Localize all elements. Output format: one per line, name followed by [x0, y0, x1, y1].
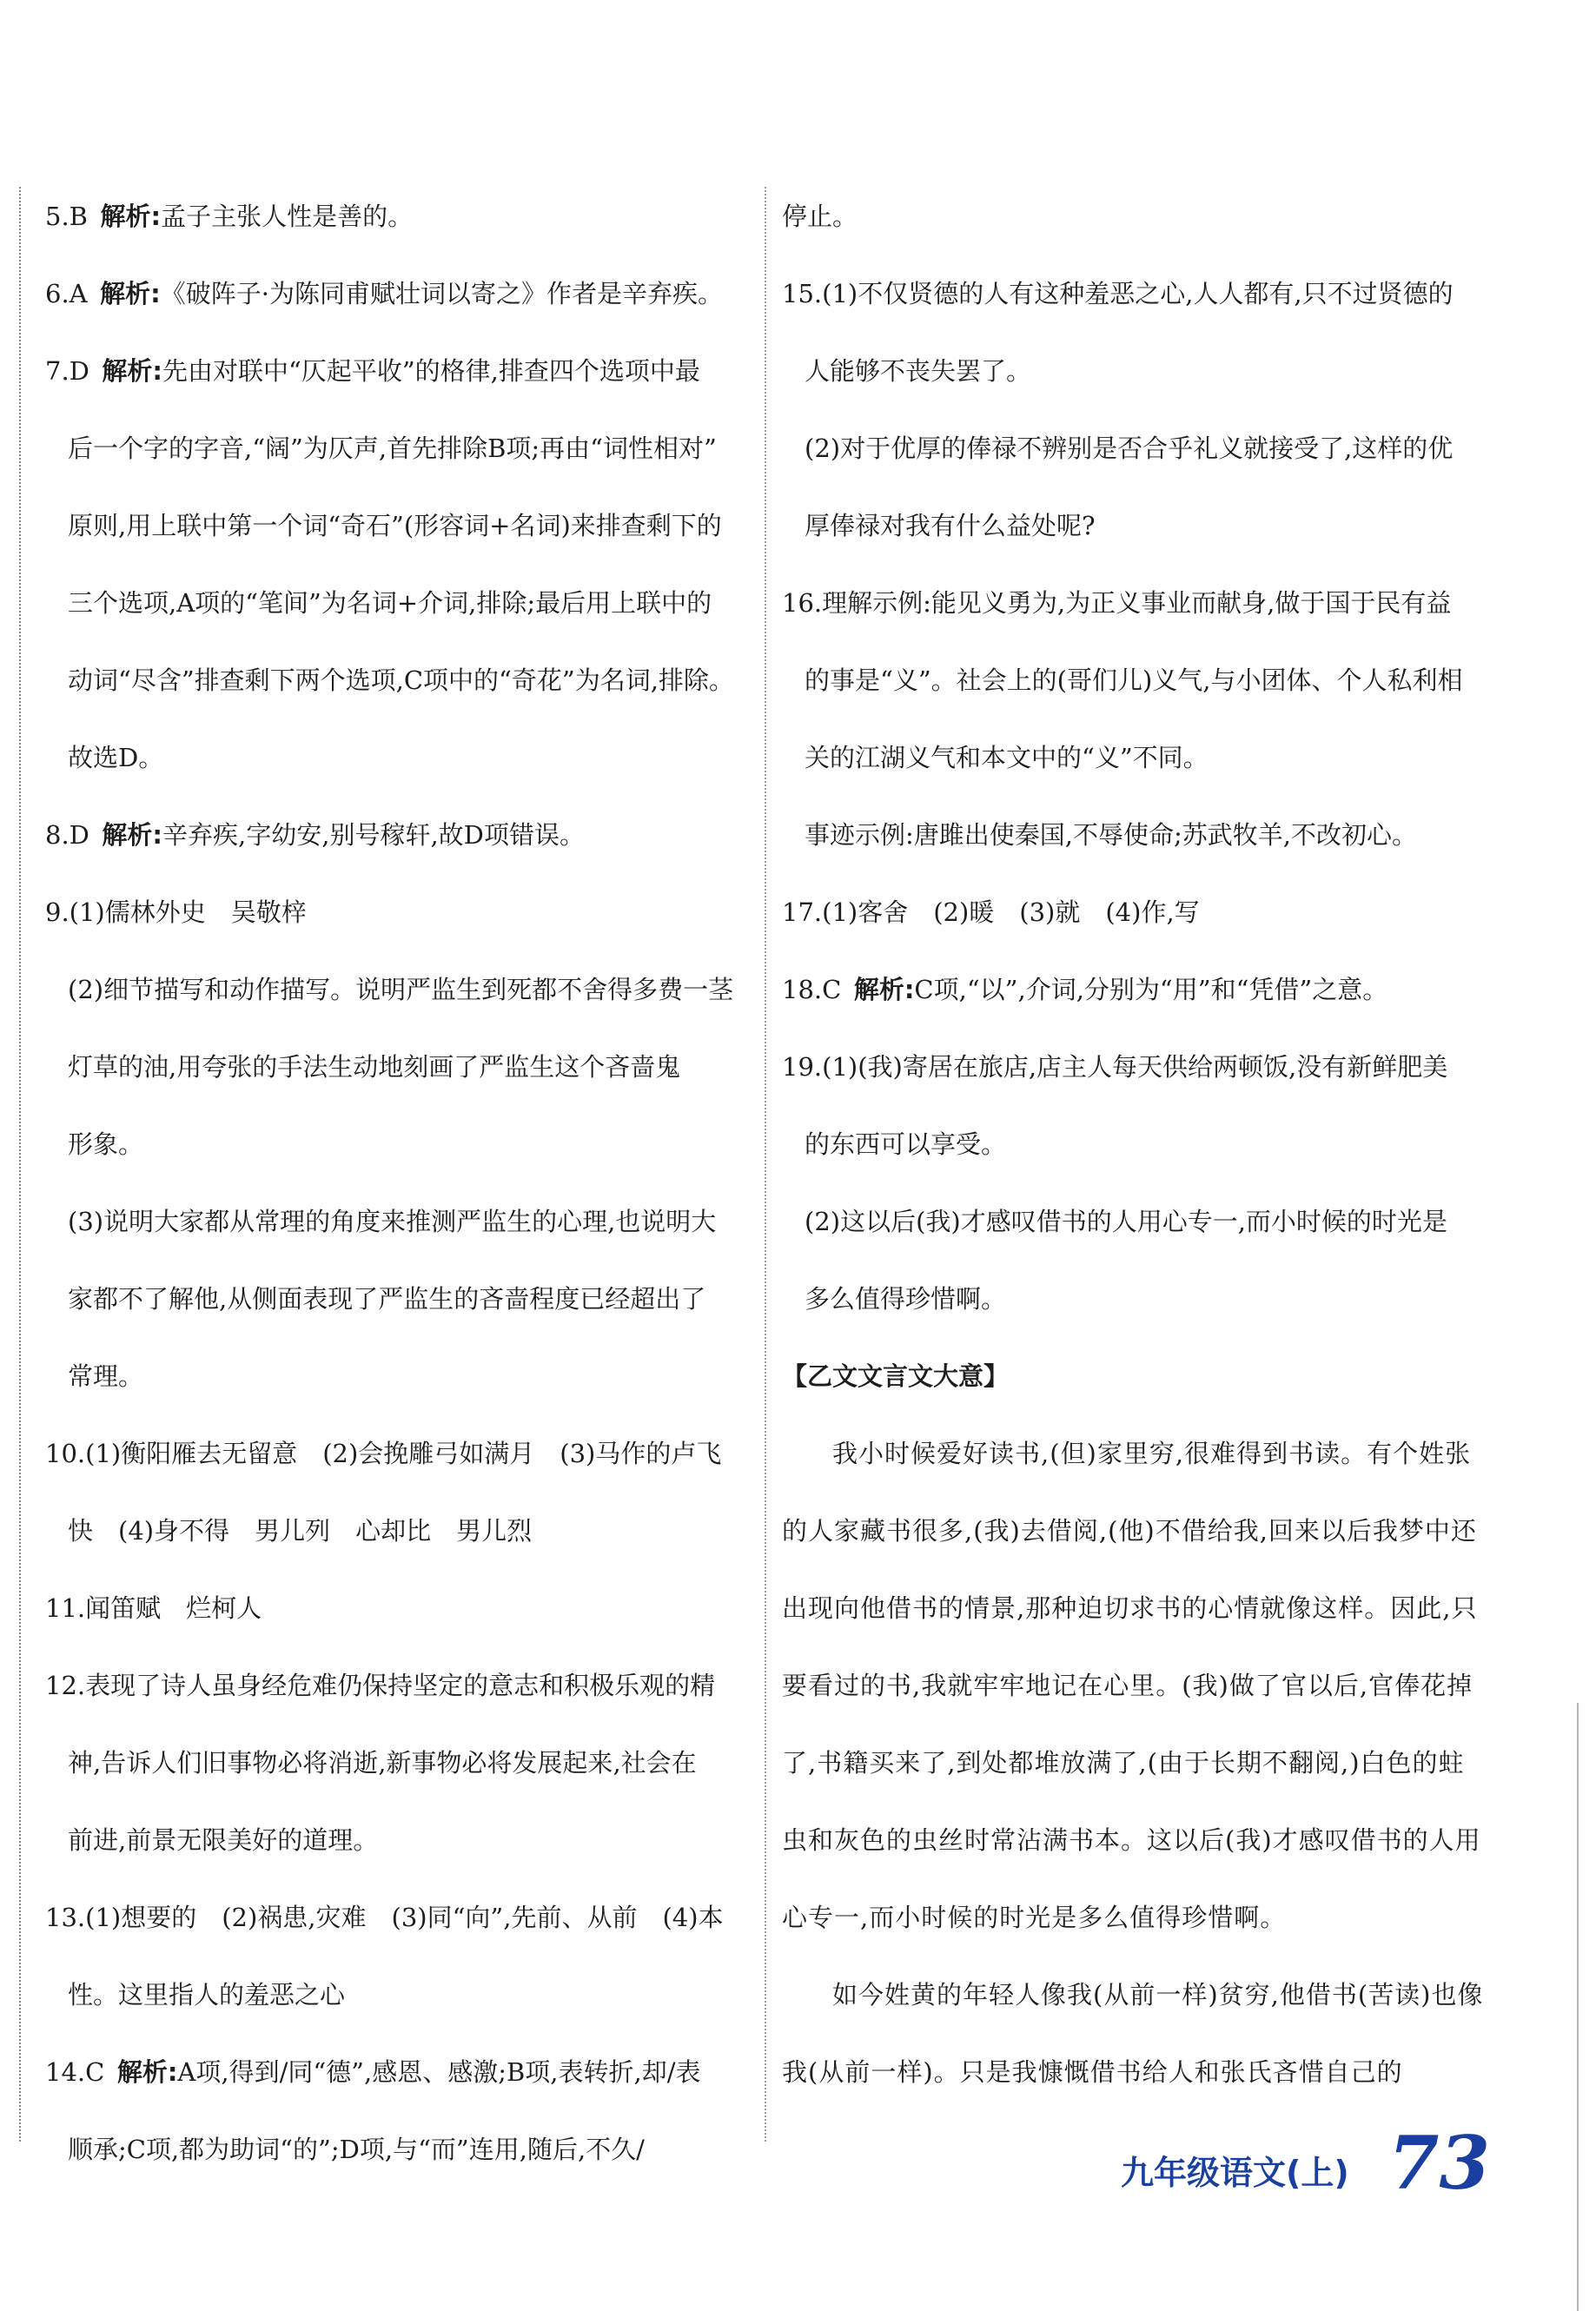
answer-item: [45, 1879, 749, 2034]
question-number: 11.: [45, 1593, 86, 1623]
answer-line: [45, 797, 749, 874]
question-number: 8.D: [45, 820, 89, 850]
answer-text: 孟子主张人性是善的。: [161, 202, 414, 231]
answer-line: [45, 719, 749, 797]
answer-item: [782, 178, 1490, 255]
answer-text: (2)对于优厚的俸禄不辨别是否合乎礼义就接受了,这样的优: [805, 434, 1454, 463]
answer-line: [782, 1029, 1490, 1106]
analysis-label: 解析:: [100, 202, 162, 231]
question-number: 19.: [782, 1052, 823, 1082]
question-number: 7.D: [45, 356, 89, 386]
answer-text: (2)细节描写和动作描写。说明严监生到死都不舍得多费一茎: [68, 975, 734, 1004]
answer-text: A项,得到/同“德”,感恩、感激;B项,表转折,却/表: [177, 2057, 701, 2087]
answer-item: [782, 1029, 1490, 1338]
answer-line: [45, 410, 749, 487]
answer-line: [45, 1183, 749, 1261]
answer-item: [45, 333, 749, 797]
question-number: 12.: [45, 1671, 86, 1700]
answer-line: [782, 178, 1490, 255]
translation-heading: 【乙文文言文大意】: [782, 1361, 1010, 1391]
answer-text: 闻笛赋 烂柯人: [85, 1593, 262, 1623]
answer-text: (1)(我)寄居在旅店,店主人每天供给两顿饭,没有新鲜肥美: [822, 1052, 1448, 1082]
analysis-label: 解析:: [102, 820, 163, 850]
answer-text: 的东西可以享受。: [805, 1129, 1007, 1159]
answer-text: C项,“以”,介词,分别为“用”和“凭借”之意。: [914, 975, 1388, 1004]
answer-line: [782, 719, 1490, 797]
question-number: 5.B: [45, 202, 88, 231]
answer-line: [45, 1415, 749, 1493]
translation-paragraph: 我小时候爱好读书,(但)家里穷,很难得到书读。有个姓张的人家藏书很多,(我)去借阅,(他)不借给我,回来以后我梦中还出现向他借书的情景,那种迫切求书的心情就像这样。因此,只要看过的书,我就牢牢地记在心里。(我)做了官以后,官俸花掉了,书籍买来了,到处都堆放满了,(由于长期不翻阅,)白色的蛀虫和灰色的虫丝时常沾满书本。这以后(我)才感叹借书的人用心专一,而小时候的时光是多么值得珍惜啊。: [782, 1439, 1481, 1932]
answer-line: [45, 1802, 749, 1879]
analysis-label: 解析:: [853, 975, 915, 1004]
answer-line: [45, 565, 749, 642]
answer-text: 先由对联中“仄起平收”的格律,排查四个选项中最: [162, 356, 700, 386]
translation-paragraph: 如今姓黄的年轻人像我(从前一样)贫穷,他借书(苦读)也像我(从前一样)。只是我慷慨借书给人和张氏吝惜自己的: [782, 1980, 1484, 2087]
answer-item: [782, 255, 1490, 565]
answer-line: [45, 642, 749, 719]
left-binding-line: [19, 187, 21, 2142]
answer-text: 快 (4)身不得 男儿列 心却比 男儿烈: [68, 1516, 533, 1546]
right-answer-column: [782, 178, 1490, 2111]
answer-line: [45, 2034, 749, 2111]
answer-text: (1)客舍 (2)暖 (3)就 (4)作,写: [822, 897, 1200, 927]
answer-text: 多么值得珍惜啊。: [805, 1284, 1007, 1314]
analysis-label: 解析:: [100, 279, 161, 308]
answer-item: [782, 874, 1490, 951]
answer-line: [45, 1647, 749, 1725]
answer-line: [782, 797, 1490, 874]
answer-item: [45, 874, 749, 1415]
answer-item: [45, 255, 749, 333]
answer-text: 形象。: [68, 1129, 144, 1159]
answer-text: (3)说明大家都从常理的角度来推测严监生的心理,也说明大: [68, 1207, 717, 1236]
right-edge-line: [1577, 1703, 1579, 2311]
book-title: 九年级语文(上): [1121, 2154, 1349, 2192]
answer-text: 性。这里指人的羞恶之心: [68, 1980, 346, 2010]
column-divider: [765, 187, 766, 2142]
answer-line: [45, 1493, 749, 1570]
answer-text: (2)这以后(我)才感叹借书的人用心专一,而小时候的时光是: [805, 1207, 1447, 1236]
answer-line: [782, 565, 1490, 642]
answer-line: [782, 1183, 1490, 1261]
answer-text: 前进,前景无限美好的道理。: [68, 1825, 379, 1855]
question-number: 10.: [45, 1439, 86, 1468]
answer-text: 家都不了解他,从侧面表现了严监生的吝啬程度已经超出了: [68, 1284, 706, 1314]
answer-text: 动词“尽含”排查剩下两个选项,C项中的“奇花”为名词,排除。: [68, 665, 734, 695]
answer-line: [782, 874, 1490, 951]
answer-line: [45, 1106, 749, 1183]
answer-line: [782, 951, 1490, 1029]
answer-text: 原则,用上联中第一个词“奇石”(形容词+名词)来排查剩下的: [68, 511, 722, 540]
answer-line: [45, 1029, 749, 1106]
answer-text: (1)衡阳雁去无留意 (2)会挽雕弓如满月 (3)马作的卢飞: [85, 1439, 722, 1468]
answer-line: [45, 1879, 749, 1957]
answer-text: 停止。: [782, 202, 858, 231]
answer-text: 后一个字的字音,“阔”为仄声,首先排除B项;再由“词性相对”: [68, 434, 717, 463]
answer-text: (1)想要的 (2)祸患,灾难 (3)同“向”,先前、从前 (4)本: [85, 1903, 724, 1932]
answer-text: 常理。: [68, 1361, 144, 1391]
answer-line: [45, 1261, 749, 1338]
analysis-label: 解析:: [116, 2057, 178, 2087]
answer-text: 故选D。: [68, 743, 164, 772]
answer-line: [45, 1338, 749, 1415]
answer-line: [782, 487, 1490, 565]
answer-text: 神,告诉人们旧事物必将消逝,新事物必将发展起来,社会在: [68, 1748, 697, 1778]
answer-item: [45, 178, 749, 255]
answer-text: 厚俸禄对我有什么益处呢?: [805, 511, 1096, 540]
answer-text: 关的江湖义气和本文中的“义”不同。: [805, 743, 1209, 772]
answer-line: [782, 1106, 1490, 1183]
answer-line: [782, 410, 1490, 487]
answer-line: [782, 255, 1490, 333]
answer-text: 的事是“义”。社会上的(哥们儿)义气,与小团体、个人私利相: [805, 665, 1463, 695]
answer-text: 辛弃疾,字幼安,别号稼轩,故D项错误。: [162, 820, 585, 850]
question-number: 6.A: [45, 279, 88, 308]
answer-text: 事迹示例:唐雎出使秦国,不辱使命;苏武牧羊,不改初心。: [805, 820, 1417, 850]
answer-line: [45, 1570, 749, 1647]
answer-item: [45, 2034, 749, 2188]
answer-item: [45, 1570, 749, 1647]
page-number: 73: [1388, 2120, 1490, 2206]
answer-text: 顺承;C项,都为助词“的”;D项,与“而”连用,随后,不久/: [68, 2135, 645, 2164]
left-answer-column: [45, 178, 749, 2188]
answer-text: 《破阵子·为陈同甫赋壮词以寄之》作者是辛弃疾。: [160, 279, 723, 308]
answer-item: [45, 797, 749, 874]
question-number: 14.C: [45, 2057, 105, 2087]
answer-line: [782, 642, 1490, 719]
answer-line: [45, 1725, 749, 1802]
answer-line: [45, 874, 749, 951]
question-number: 13.: [45, 1903, 86, 1932]
answer-line: [45, 951, 749, 1029]
answer-item: [45, 1415, 749, 1570]
answer-line: [45, 2111, 749, 2188]
answer-line: [782, 333, 1490, 410]
answer-text: 理解示例:能见义勇为,为正义事业而献身,做于国于民有益: [822, 588, 1452, 618]
question-number: 17.: [782, 897, 823, 927]
question-number: 16.: [782, 588, 823, 618]
answer-item: [782, 565, 1490, 874]
analysis-label: 解析:: [102, 356, 163, 386]
question-number: 18.C: [782, 975, 842, 1004]
answer-text: 灯草的油,用夸张的手法生动地刻画了严监生这个吝啬鬼: [68, 1052, 681, 1082]
answer-text: 三个选项,A项的“笔间”为名词+介词,排除;最后用上联中的: [68, 588, 712, 618]
answer-line: [782, 1261, 1490, 1338]
answer-line: [45, 1957, 749, 2034]
question-number: 9.: [45, 897, 70, 927]
answer-line: [45, 487, 749, 565]
answer-item: [782, 951, 1490, 1029]
answer-line: [45, 255, 749, 333]
answer-text: 人能够不丧失罢了。: [805, 356, 1032, 386]
answer-text: (1)儒林外史 吴敬梓: [69, 897, 307, 927]
question-number: 15.: [782, 279, 823, 308]
answer-line: [45, 178, 749, 255]
answer-text: 表现了诗人虽身经危难仍保持坚定的意志和积极乐观的精: [85, 1671, 716, 1700]
answer-text: (1)不仅贤德的人有这种羞恶之心,人人都有,只不过贤德的: [822, 279, 1454, 308]
answer-line: [45, 333, 749, 410]
answer-item: [45, 1647, 749, 1879]
